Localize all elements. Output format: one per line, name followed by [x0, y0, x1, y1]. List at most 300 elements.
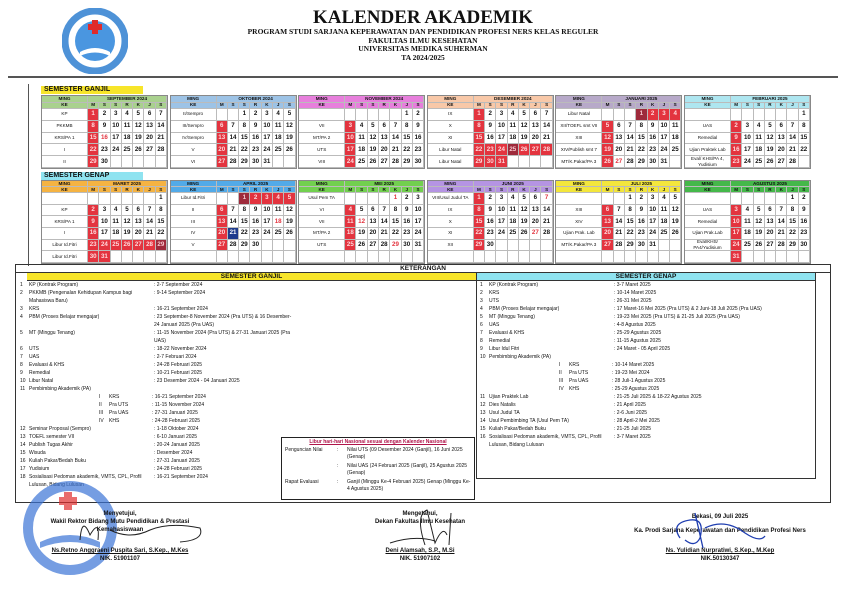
holiday-row — [285, 479, 471, 493]
day-cell: 26 — [356, 240, 367, 252]
day-cell — [776, 193, 787, 205]
item-value: : 3-7 Maret 2025 — [614, 282, 651, 288]
day-cell: 25 — [111, 240, 122, 252]
ming-header: MING — [42, 181, 88, 187]
day-cell: 3 — [413, 193, 424, 205]
day-cell: 24 — [742, 156, 753, 168]
item-label: Dies Natalis — [489, 402, 516, 408]
item-label: KP (Kontrak Program) — [29, 282, 79, 288]
item-number: 8 — [20, 362, 23, 368]
day-cell — [602, 193, 613, 205]
item-value: : 1-18 Oktober 2024 — [154, 426, 199, 432]
day-cell: 9 — [250, 205, 261, 217]
legend-item — [20, 305, 292, 313]
day-cell: 26 — [284, 228, 295, 240]
week-label: Ujian Prak.Lab — [685, 228, 731, 240]
day-cell: 29 — [239, 240, 250, 252]
separator: : — [337, 447, 339, 453]
weekday-header: M — [602, 187, 613, 193]
weekday-header: K — [776, 187, 787, 193]
day-cell: 5 — [284, 193, 295, 205]
day-cell: 26 — [122, 240, 133, 252]
day-cell: 17 — [496, 216, 507, 228]
weekday-header: M — [217, 187, 228, 193]
legend-item — [20, 289, 292, 305]
week-label: KP — [42, 109, 88, 121]
legend-item — [480, 353, 770, 361]
day-cell: 7 — [787, 121, 798, 133]
weekday-header: M — [474, 187, 485, 193]
item-value: : 17 Maret-16 Mei 2025 (Pra UTS) & 2 Juni-18 Juli 2025 (Pra UAS) — [614, 306, 762, 312]
day-cell: 12 — [765, 133, 776, 145]
day-cell: 10 — [648, 205, 659, 217]
day-cell: 19 — [602, 144, 613, 156]
day-cell: 1 — [402, 109, 413, 121]
day-cell: 26 — [519, 144, 530, 156]
week-label: II — [42, 156, 88, 168]
legend-item — [20, 441, 292, 449]
item-label: Seminar Proposal (Sempro) — [29, 426, 91, 432]
weekday-header: K — [133, 103, 144, 110]
day-cell — [250, 251, 261, 263]
legend-item — [480, 417, 770, 425]
day-cell: 27 — [530, 144, 541, 156]
week-label: MT/PA 2 — [299, 228, 345, 240]
ke-header: KE — [556, 187, 602, 193]
legend-item — [480, 297, 770, 305]
day-cell: 27 — [133, 240, 144, 252]
week-label — [428, 251, 474, 263]
weekday-header: J — [530, 103, 541, 110]
legend-subitem — [480, 361, 770, 369]
weekday-header: M — [602, 103, 613, 110]
day-cell: 17 — [99, 228, 110, 240]
item-label: Remedial — [29, 370, 51, 376]
legend-subitem — [20, 401, 292, 409]
weekday-header: R — [508, 187, 519, 193]
day-cell: 15 — [625, 216, 636, 228]
month-name: MEI 2025 — [345, 181, 424, 187]
day-cell: 31 — [262, 156, 273, 168]
day-cell: 12 — [356, 216, 367, 228]
day-cell — [754, 109, 765, 121]
day-cell: 21 — [614, 228, 625, 240]
holiday-row-value: Ganjil (Minggu Ke-4 Februari 2025) Genap (Minggu Ke-4 Agustus 2025) — [347, 479, 471, 492]
day-cell: 15 — [402, 133, 413, 145]
month-calendar — [684, 180, 811, 264]
week-label: XIV/Publish smt 7 — [556, 144, 602, 156]
day-cell: 30 — [648, 156, 659, 168]
month-name: AGUSTUS 2025 — [731, 181, 810, 187]
day-cell: 20 — [133, 228, 144, 240]
day-cell: 21 — [541, 133, 552, 145]
item-label: Kuliah Pakar/Bedah Buku — [29, 458, 86, 464]
legend-subitem — [20, 393, 292, 401]
legend-subitem — [20, 417, 292, 425]
day-cell: 12 — [602, 133, 613, 145]
day-cell: 3 — [111, 109, 122, 121]
weekday-header: S — [754, 187, 765, 193]
day-cell: 1 — [239, 109, 250, 121]
ke-header: KE — [299, 103, 345, 110]
day-cell: 23 — [99, 144, 110, 156]
day-cell — [541, 251, 552, 263]
day-cell: 11 — [670, 121, 681, 133]
day-cell: 26 — [754, 240, 765, 252]
day-cell — [356, 193, 367, 205]
week-label: III — [171, 216, 217, 228]
weekday-header: S — [614, 103, 625, 110]
day-cell: 13 — [602, 216, 613, 228]
day-cell: 31 — [496, 156, 507, 168]
day-cell: 22 — [625, 228, 636, 240]
day-cell: 3 — [345, 121, 356, 133]
day-cell — [379, 109, 390, 121]
week-label: Remedial — [685, 216, 731, 228]
day-cell: 18 — [508, 133, 519, 145]
day-cell: 11 — [508, 121, 519, 133]
acknowledgement-label: Mengetahui, — [402, 511, 438, 517]
weekday-header: R — [636, 103, 647, 110]
day-cell: 12 — [122, 216, 133, 228]
day-cell: 14 — [776, 216, 787, 228]
sub-roman: II — [99, 402, 102, 408]
day-cell — [228, 193, 239, 205]
document-title: KALENDER AKADEMIK — [312, 7, 534, 28]
weekday-header: R — [379, 187, 390, 193]
item-value: : 19-23 Mei 2025 (Pra UTS) & 21-25 Juli 2025 (Pra UAS) — [614, 314, 740, 320]
day-cell: 3 — [262, 193, 273, 205]
day-cell — [799, 251, 810, 263]
day-cell: 9 — [250, 121, 261, 133]
day-cell: 13 — [217, 133, 228, 145]
day-cell: 13 — [217, 216, 228, 228]
day-cell: 28 — [614, 240, 625, 252]
holiday-row — [285, 463, 471, 477]
day-cell: 18 — [754, 144, 765, 156]
weekday-header: S — [496, 103, 507, 110]
signer-name: Ns.Retno Anggraeni Puspita Sari, S.Kep., M.Kes — [51, 548, 189, 554]
day-cell: 6 — [144, 109, 155, 121]
weekday-header: S — [368, 187, 379, 193]
day-cell: 27 — [776, 156, 787, 168]
sub-label: Pra UTS — [569, 370, 589, 376]
day-cell: 16 — [402, 216, 413, 228]
sub-value: : 28 Juli-1 Agustus 2025 — [612, 378, 666, 384]
day-cell: 17 — [731, 228, 742, 240]
semester-ganjil-label: SEMESTER GANJIL — [41, 86, 143, 94]
weekday-header: K — [648, 103, 659, 110]
sub-roman: I — [559, 362, 561, 368]
weekday-header: J — [144, 103, 155, 110]
legend-item — [480, 433, 770, 449]
day-cell: 11 — [508, 205, 519, 217]
day-cell: 17 — [345, 144, 356, 156]
day-cell — [88, 193, 99, 205]
item-number: 5 — [20, 330, 23, 336]
ke-header: KE — [299, 187, 345, 193]
day-cell: 16 — [799, 216, 810, 228]
day-cell: 28 — [776, 240, 787, 252]
day-cell: 2 — [485, 109, 496, 121]
day-cell — [519, 251, 530, 263]
day-cell: 31 — [659, 156, 670, 168]
legend-item — [480, 337, 770, 345]
day-cell: 3 — [742, 121, 753, 133]
day-cell: 7 — [776, 205, 787, 217]
day-cell: 1 — [636, 109, 647, 121]
day-cell: 18 — [742, 228, 753, 240]
item-value: : 6-10 Januari 2025 — [154, 434, 198, 440]
item-label: Evaluasi & KHS — [29, 362, 65, 368]
day-cell: 11 — [273, 205, 284, 217]
day-cell — [765, 109, 776, 121]
day-cell: 22 — [636, 144, 647, 156]
legend-item — [20, 281, 292, 289]
day-cell: 29 — [390, 240, 401, 252]
week-label: IX — [428, 205, 474, 217]
day-cell — [273, 251, 284, 263]
day-cell: 9 — [402, 205, 413, 217]
day-cell — [239, 251, 250, 263]
holiday-row — [285, 447, 471, 461]
day-cell: 17 — [413, 216, 424, 228]
month-name: DESEMBER 2024 — [474, 96, 553, 103]
day-cell — [731, 109, 742, 121]
week-label: KRS/PA 1 — [42, 216, 88, 228]
holiday-row-value: Nilai UAS (24 Februari 2025 (Ganjil), 25 Agustus 2025 (Genap) — [347, 463, 468, 476]
day-cell: 3 — [731, 205, 742, 217]
weekday-header: K — [648, 187, 659, 193]
day-cell: 3 — [659, 109, 670, 121]
day-cell: 2 — [799, 193, 810, 205]
day-cell: 13 — [530, 121, 541, 133]
day-cell: 17 — [659, 133, 670, 145]
day-cell: 15 — [239, 216, 250, 228]
day-cell: 6 — [602, 205, 613, 217]
weekday-header: S — [239, 187, 250, 193]
day-cell: 5 — [356, 205, 367, 217]
legend-item — [480, 313, 770, 321]
sub-value: : 27-31 Januari 2025 — [152, 410, 198, 416]
day-cell: 30 — [485, 240, 496, 252]
day-cell: 8 — [390, 205, 401, 217]
item-value: : 28 April-2 Mei 2025 — [614, 418, 660, 424]
ming-header: MING — [299, 181, 345, 187]
week-label: UAS — [685, 121, 731, 133]
sub-roman: III — [99, 410, 104, 416]
day-cell: 22 — [239, 144, 250, 156]
item-label: Pembimbing Akademik (PA) — [489, 354, 551, 360]
week-label: Ujian Praktek Lab — [685, 144, 731, 156]
day-cell: 8 — [474, 205, 485, 217]
day-cell: 10 — [262, 121, 273, 133]
item-value: : 10-21 Februari 2025 — [154, 370, 203, 376]
day-cell: 26 — [368, 156, 379, 168]
sub-roman: I — [99, 394, 101, 400]
item-label: MT (Minggu Tenang) — [29, 330, 75, 336]
day-cell — [133, 193, 144, 205]
item-label: Kuliah Pakar/Bedah Buku — [489, 426, 546, 432]
day-cell — [625, 251, 636, 263]
day-cell: 31 — [648, 240, 659, 252]
day-cell: 7 — [156, 109, 167, 121]
day-cell: 15 — [239, 133, 250, 145]
day-cell: 4 — [508, 193, 519, 205]
weekday-header: S — [413, 103, 424, 110]
ming-header: MING — [556, 181, 602, 187]
day-cell: 25 — [670, 144, 681, 156]
day-cell: 10 — [111, 121, 122, 133]
weekday-header: M — [474, 103, 485, 110]
day-cell: 13 — [530, 205, 541, 217]
item-number: 5 — [480, 314, 483, 320]
day-cell: 7 — [614, 205, 625, 217]
sub-label: Pra UTS — [109, 402, 129, 408]
day-cell: 11 — [273, 121, 284, 133]
semester-genap-label: SEMESTER GENAP — [41, 172, 143, 180]
day-cell — [345, 193, 356, 205]
day-cell — [614, 251, 625, 263]
day-cell — [284, 240, 295, 252]
item-value: : 2-6 Juni 2025 — [614, 410, 648, 416]
item-number: 4 — [20, 314, 23, 320]
day-cell: 20 — [379, 144, 390, 156]
week-label: Eval/KHS/ PA4/Yudisium — [685, 240, 731, 252]
week-label: VII — [299, 121, 345, 133]
day-cell — [379, 251, 390, 263]
week-label: UTS — [299, 240, 345, 252]
item-value: : 21 April 2025 — [614, 402, 646, 408]
day-cell — [99, 193, 110, 205]
day-cell: 12 — [133, 121, 144, 133]
day-cell: 9 — [731, 133, 742, 145]
weekday-header: M — [217, 103, 228, 110]
month-calendar — [427, 180, 554, 264]
day-cell: 28 — [228, 156, 239, 168]
item-label: TOEFL semester VII — [29, 434, 75, 440]
month-calendar — [555, 180, 682, 264]
day-cell: 21 — [787, 144, 798, 156]
day-cell: 15 — [474, 216, 485, 228]
item-value: : 25-29 Agustus 2025 — [614, 330, 662, 336]
day-cell — [368, 251, 379, 263]
item-number: 9 — [20, 370, 23, 376]
weekday-header: J — [530, 187, 541, 193]
weekday-header: R — [508, 103, 519, 110]
week-label: II — [171, 205, 217, 217]
weekday-header: S — [356, 187, 367, 193]
weekday-header: R — [122, 187, 133, 193]
day-cell — [519, 240, 530, 252]
day-cell: 1 — [239, 193, 250, 205]
week-label: XIII — [556, 133, 602, 145]
legend-item — [20, 449, 292, 457]
day-cell: 7 — [541, 193, 552, 205]
day-cell: 4 — [273, 193, 284, 205]
day-cell — [111, 156, 122, 168]
day-cell: 14 — [787, 133, 798, 145]
item-label: Ujian Praktek Lab — [489, 394, 529, 400]
sub-label: KHS — [109, 418, 120, 424]
day-cell: 9 — [636, 205, 647, 217]
day-cell: 22 — [390, 228, 401, 240]
item-label: Pembimbing Akademik (PA) — [29, 386, 91, 392]
university-name: UNIVERSITAS MEDIKA SUHERMAN — [358, 44, 488, 53]
day-cell — [262, 240, 273, 252]
day-cell: 18 — [659, 216, 670, 228]
ke-header: KE — [556, 103, 602, 110]
day-cell: 17 — [262, 216, 273, 228]
weekday-header: M — [345, 187, 356, 193]
weekday-header: K — [390, 103, 401, 110]
day-cell: 24 — [413, 228, 424, 240]
day-cell: 30 — [485, 156, 496, 168]
day-cell: 19 — [519, 216, 530, 228]
day-cell: 24 — [111, 144, 122, 156]
day-cell: 18 — [273, 133, 284, 145]
day-cell: 6 — [368, 205, 379, 217]
day-cell: 22 — [474, 228, 485, 240]
weekday-header: S — [541, 103, 552, 110]
day-cell: 20 — [530, 216, 541, 228]
day-cell: 15 — [799, 133, 810, 145]
day-cell: 20 — [765, 228, 776, 240]
day-cell: 12 — [284, 205, 295, 217]
sub-value: : 16-21 September 2024 — [152, 394, 206, 400]
day-cell: 8 — [88, 121, 99, 133]
day-cell: 16 — [250, 216, 261, 228]
day-cell: 23 — [731, 156, 742, 168]
legend-item — [20, 329, 292, 345]
day-cell — [776, 251, 787, 263]
day-cell: 2 — [402, 193, 413, 205]
day-cell — [133, 156, 144, 168]
day-cell: 22 — [156, 228, 167, 240]
weekday-header: S — [496, 187, 507, 193]
weekday-header: S — [156, 187, 167, 193]
signer-position: Ka. Prodi Sarjana Keperawatan dan Pendidikan Profesi Ners — [634, 528, 806, 534]
weekday-header: S — [614, 187, 625, 193]
day-cell: 3 — [648, 193, 659, 205]
legend-item — [480, 409, 770, 417]
day-cell: 29 — [88, 156, 99, 168]
week-label — [556, 251, 602, 263]
day-cell — [413, 251, 424, 263]
day-cell: 24 — [262, 228, 273, 240]
day-cell: 9 — [799, 205, 810, 217]
holiday-row-label: Rapat Evaluasi — [285, 479, 319, 485]
weekday-header: J — [144, 187, 155, 193]
day-cell — [787, 109, 798, 121]
day-cell: 27 — [602, 240, 613, 252]
day-cell: 19 — [368, 144, 379, 156]
ke-header: KE — [42, 187, 88, 193]
day-cell: 12 — [368, 133, 379, 145]
day-cell: 22 — [799, 144, 810, 156]
day-cell: 1 — [625, 193, 636, 205]
item-number: 9 — [480, 346, 483, 352]
day-cell: 10 — [731, 216, 742, 228]
day-cell — [530, 156, 541, 168]
month-calendar — [41, 95, 168, 169]
item-label: Sosialisasi Pedoman akademik, VMTS, CPL, Profil Lulusan, Bidang Lulusan — [489, 434, 602, 448]
day-cell: 7 — [228, 121, 239, 133]
day-cell: 23 — [413, 144, 424, 156]
item-value: : 20-24 Januari 2025 — [154, 442, 200, 448]
day-cell: 13 — [144, 121, 155, 133]
week-label: KRS/PA 1 — [42, 133, 88, 145]
